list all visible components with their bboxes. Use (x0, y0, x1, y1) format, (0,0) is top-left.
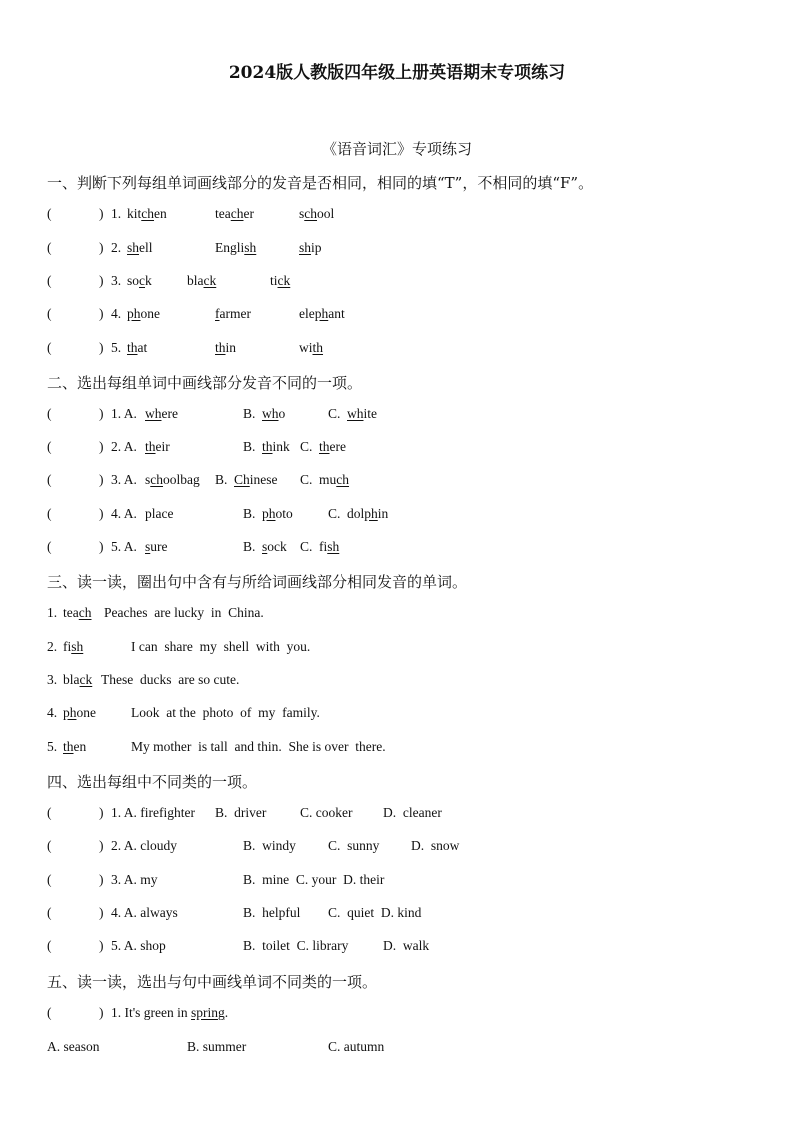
option-b: B. mine C. your D. their (243, 872, 385, 887)
word-part: so (127, 273, 140, 288)
question-number: 2. (47, 639, 58, 654)
word-part: ele (299, 306, 315, 321)
section-3-heading: 三、读一读，圈出句中含有与所给词画线部分相同发音的单词。 (47, 573, 468, 591)
word-part: oto (275, 506, 293, 521)
sentence: Look at the photo of my family. (131, 705, 320, 720)
option-c-label: C. (300, 539, 313, 554)
word-part: er (243, 206, 254, 221)
answer-paren-close: ) (99, 506, 104, 521)
word-part: ere (161, 406, 178, 421)
word-part: ock (267, 539, 287, 554)
option-c: C. sunny (328, 838, 380, 853)
word-part: ant (328, 306, 345, 321)
word (63, 739, 86, 755)
word (299, 206, 334, 222)
option-a: 1. A. firefighter (111, 805, 195, 820)
underlined-letters: s (262, 539, 268, 554)
underlined-letters: ch (78, 605, 92, 620)
word (299, 306, 345, 322)
word (299, 340, 323, 356)
word-part: bla (63, 672, 80, 687)
word-part: o (278, 406, 286, 421)
underlined-letters: th (215, 340, 226, 355)
word (270, 273, 290, 289)
option-c-label: C. (328, 506, 341, 521)
answer-paren-close: ) (99, 439, 104, 454)
word-part: ip (311, 240, 322, 255)
sentence: Peaches are lucky in China. (104, 605, 264, 620)
underlined-letters: sh (299, 240, 312, 255)
word (127, 273, 152, 289)
option-b: B. helpful (243, 905, 301, 920)
option-b-label: B. (243, 406, 256, 421)
word-part: s (299, 206, 305, 221)
section-2-heading: 二、选出每组单词中画线部分发音不同的一项。 (47, 374, 363, 392)
question-number: 3. (111, 273, 122, 288)
option-a: 5. A. shop (111, 938, 166, 953)
option-a: 4. A. always (111, 905, 178, 920)
word (127, 340, 147, 356)
underlined-letters: wh (145, 406, 162, 421)
word-part: ell (139, 240, 153, 255)
word (215, 240, 256, 256)
word-part: oolbag (163, 472, 200, 487)
answer-paren-close: ) (99, 406, 104, 421)
word-part: Engli (215, 240, 245, 255)
word-part: bla (187, 273, 204, 288)
answer-paren-open: ( (47, 1005, 52, 1020)
underlined-letters: ph (63, 705, 77, 720)
word-part: en (73, 739, 87, 754)
answer-paren-open: ( (47, 340, 52, 355)
underlined-word: spring (191, 1005, 225, 1020)
word-part: eir (155, 439, 170, 454)
question-number: 5. (47, 739, 58, 754)
word-part: tea (215, 206, 231, 221)
word-part: one (76, 705, 96, 720)
word-part: kit (127, 206, 142, 221)
answer-paren-close: ) (99, 838, 104, 853)
word (215, 206, 254, 222)
page-title: 2024版人教版四年级上册英语期末专项练习 (228, 63, 566, 83)
sentence: My mother is tall and thin. She is over there. (131, 739, 386, 754)
answer-paren-open: ( (47, 240, 52, 255)
answer-paren-open: ( (47, 539, 52, 554)
answer-paren-open: ( (47, 472, 52, 487)
question-number: 1. (47, 605, 58, 620)
word-part: k (145, 273, 152, 288)
question-number: 1. (111, 206, 122, 221)
answer-paren-open: ( (47, 306, 52, 321)
option-c-label: C. (300, 439, 313, 454)
underlined-letters: wh (262, 406, 279, 421)
answer-paren-close: ) (99, 240, 104, 255)
word (145, 406, 178, 422)
underlined-letters: ch (230, 206, 244, 221)
word-part: dol (347, 506, 365, 521)
word (215, 340, 236, 356)
answer-paren-close: ) (99, 872, 104, 887)
word-part: fi (319, 539, 328, 554)
underlined-letters: th (63, 739, 74, 754)
answer-paren-close: ) (99, 206, 104, 221)
word (319, 472, 349, 488)
underlined-letters: f (215, 306, 220, 321)
word-part: tea (63, 605, 79, 620)
word-part: wi (299, 340, 313, 355)
word (262, 406, 285, 422)
underlined-letters: ch (150, 472, 164, 487)
underlined-letters: th (312, 340, 324, 355)
underlined-letters: th (319, 439, 330, 454)
underlined-letters: wh (347, 406, 364, 421)
underlined-letters: sh (327, 539, 340, 554)
question-number: 5. (111, 340, 122, 355)
word (63, 705, 96, 721)
underlined-letters: sh (244, 240, 257, 255)
answer-paren-close: ) (99, 539, 104, 554)
option-c-label: C. (328, 406, 341, 421)
word-part: in (377, 506, 389, 521)
question-number: 4. (111, 306, 122, 321)
answer-paren-open: ( (47, 206, 52, 221)
underlined-letters: Ch (234, 472, 250, 487)
answer-paren-close: ) (99, 306, 104, 321)
question-text: 1. It's green in (111, 1005, 188, 1020)
underlined-letters: ph (314, 306, 329, 321)
question-number: 4. A. (111, 506, 137, 521)
question-number: 3. (47, 672, 58, 687)
underlined-letters: ck (277, 273, 291, 288)
option-a: A. season (47, 1039, 100, 1054)
word (145, 539, 168, 555)
underlined-letters: ph (127, 306, 141, 321)
word (127, 206, 167, 222)
answer-paren-close: ) (99, 472, 104, 487)
word-part: ite (363, 406, 377, 421)
underlined-letters: th (145, 439, 156, 454)
word (234, 472, 278, 488)
section-5-heading: 五、读一读，选出与句中画线单词不同类的一项。 (47, 973, 378, 991)
word-part: place (145, 506, 174, 521)
underlined-letters: s (145, 539, 151, 554)
option-b-label: B. (215, 472, 228, 487)
answer-paren-open: ( (47, 406, 52, 421)
underlined-letters: th (127, 340, 138, 355)
answer-paren-close: ) (99, 905, 104, 920)
option-b-label: B. (243, 439, 256, 454)
word-part: at (137, 340, 148, 355)
underlined-letters: ch (141, 206, 155, 221)
word (347, 406, 377, 422)
option-b: B. summer (187, 1039, 247, 1054)
answer-paren-open: ( (47, 506, 52, 521)
answer-paren-close: ) (99, 938, 104, 953)
word (145, 439, 170, 455)
word (262, 539, 287, 555)
question-number: 2. A. (111, 439, 137, 454)
answer-paren-open: ( (47, 905, 52, 920)
answer-paren-open: ( (47, 872, 52, 887)
sentence: These ducks are so cute. (101, 672, 240, 687)
answer-paren-open: ( (47, 805, 52, 820)
word-part: armer (219, 306, 251, 321)
underlined-letters: ck (79, 672, 93, 687)
word (63, 639, 83, 655)
question-number: 1. A. (111, 406, 137, 421)
answer-paren-open: ( (47, 838, 52, 853)
question-number: 4. (47, 705, 58, 720)
underlined-letters: ch (304, 206, 318, 221)
option-d: D. snow (411, 838, 460, 853)
question-number: 3. A. (111, 472, 137, 487)
word-part: in (225, 340, 237, 355)
page-subtitle: 《语音词汇》专项练习 (321, 140, 472, 158)
underlined-letters: ph (262, 506, 276, 521)
question-number: 5. A. (111, 539, 137, 554)
answer-paren-close: ) (99, 273, 104, 288)
word-part: ere (329, 439, 346, 454)
underlined-letters: ch (336, 472, 350, 487)
word (127, 240, 153, 256)
word-part: inese (249, 472, 278, 487)
option-b: B. windy (243, 838, 296, 853)
option-a: 2. A. cloudy (111, 838, 177, 853)
answer-paren-close: ) (99, 805, 104, 820)
word-part: mu (319, 472, 337, 487)
word-part: ure (150, 539, 168, 554)
option-b-label: B. (243, 539, 256, 554)
option-b: B. driver (215, 805, 267, 820)
answer-paren-open: ( (47, 273, 52, 288)
underlined-letters: ck (203, 273, 217, 288)
underlined-letters: th (262, 439, 273, 454)
underlined-letters: sh (127, 240, 140, 255)
question-number: 2. (111, 240, 122, 255)
underlined-letters: sh (71, 639, 84, 654)
option-c: C. quiet D. kind (328, 905, 422, 920)
word (262, 439, 290, 455)
answer-paren-close: ) (99, 1005, 104, 1020)
word (145, 506, 173, 522)
option-a: 3. A. my (111, 872, 158, 887)
option-b-label: B. (243, 506, 256, 521)
word (187, 273, 216, 289)
word-part: ink (272, 439, 290, 454)
section-4-heading: 四、选出每组中不同类的一项。 (47, 773, 258, 791)
option-c-label: C. (300, 472, 313, 487)
sentence: I can share my shell with you. (131, 639, 311, 654)
word (299, 240, 322, 256)
answer-paren-close: ) (99, 340, 104, 355)
underlined-letters: c (139, 273, 146, 288)
word (215, 306, 251, 322)
section-1-heading: 一、判断下列每组单词画线部分的发音是否相同，相同的填“T”，不相同的填“F”。 (47, 174, 594, 192)
word-part: ool (317, 206, 335, 221)
option-d: D. walk (383, 938, 430, 953)
word (319, 439, 346, 455)
word (63, 672, 92, 688)
question-end: . (224, 1005, 229, 1020)
option-c: C. autumn (328, 1039, 385, 1054)
word-part: s (145, 472, 151, 487)
word (127, 306, 160, 322)
word (145, 472, 200, 488)
option-b: B. toilet C. library (243, 938, 349, 953)
word-part: one (140, 306, 160, 321)
word-part: ti (270, 273, 278, 288)
option-c: C. cooker (300, 805, 353, 820)
answer-paren-open: ( (47, 938, 52, 953)
word (63, 605, 92, 621)
option-d: D. cleaner (383, 805, 442, 820)
underlined-letters: ph (364, 506, 378, 521)
answer-paren-open: ( (47, 439, 52, 454)
word-part: fi (63, 639, 72, 654)
word (262, 506, 293, 522)
word-part: en (154, 206, 167, 221)
word (347, 506, 388, 522)
word (319, 539, 339, 555)
